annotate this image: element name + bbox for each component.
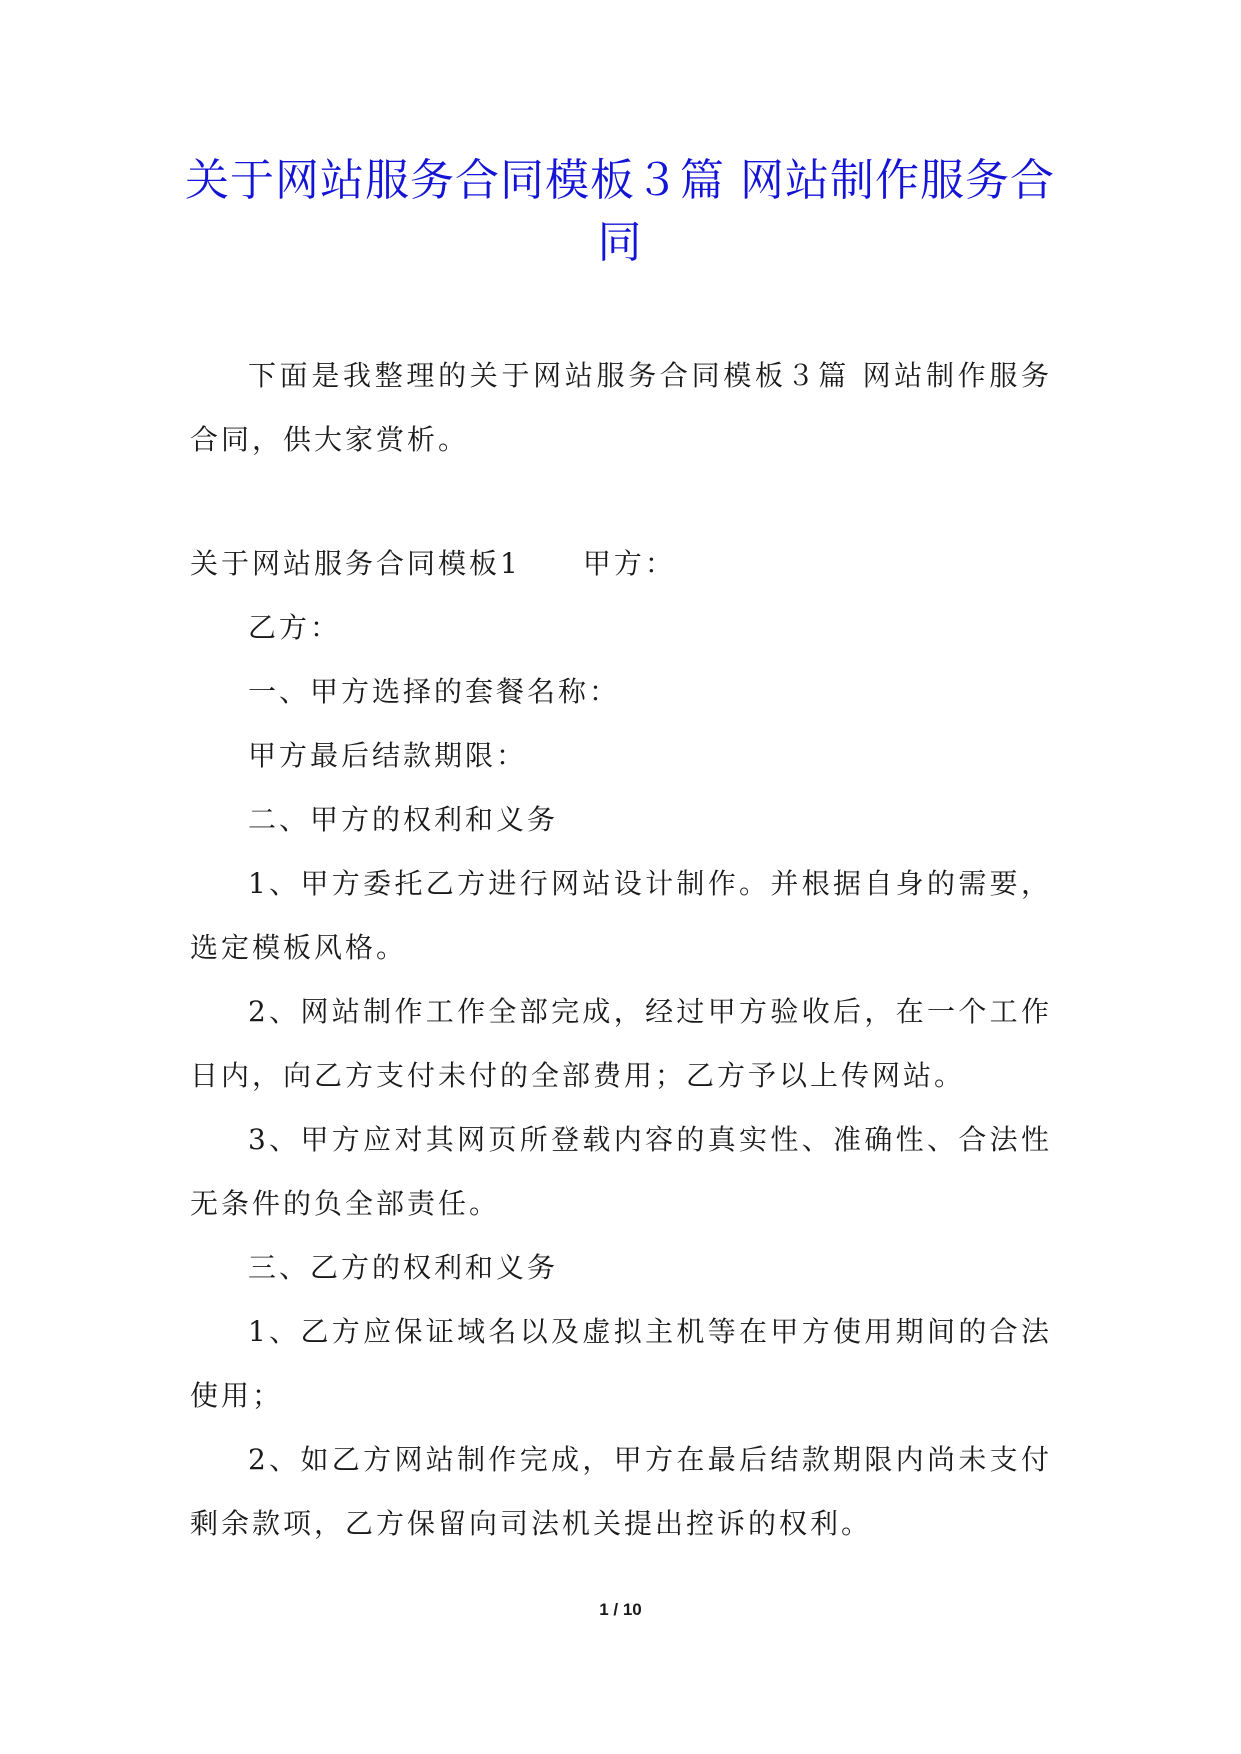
payment-deadline-line: 甲方最后结款期限： [248, 739, 528, 772]
page-number: 1 / 10 [599, 1600, 642, 1619]
clause-heading-party-b-rights: 三、乙方的权利和义务 [248, 1251, 559, 1284]
clause-a-1: 1、甲方委托乙方进行网站设计制作。并根据自身的需要，选定模板风格。 [190, 867, 1052, 964]
document-body [190, 344, 1052, 1556]
clause-a-3: 3、甲方应对其网页所登载内容的真实性、准确性、合法性无条件的负全部责任。 [190, 1123, 1052, 1220]
clause-b-1: 1、乙方应保证域名以及虚拟主机等在甲方使用期间的合法使用； [190, 1315, 1052, 1412]
document-title: 关于网站服务合同模板３篇 网站制作服务合同 [185, 155, 1055, 268]
intro-paragraph: 下面是我整理的关于网站服务合同模板３篇 网站制作服务合同，供大家赏析。 [190, 359, 1052, 456]
section-heading-line [190, 532, 1052, 596]
section-heading: 关于网站服务合同模板1 [190, 547, 521, 580]
party-a-label: 甲方： [582, 547, 676, 580]
clause-heading-party-a-rights: 二、甲方的权利和义务 [248, 803, 559, 836]
clause-heading-package: 一、甲方选择的套餐名称： [248, 675, 621, 708]
clause-a-2: 2、网站制作工作全部完成，经过甲方验收后，在一个工作日内，向乙方支付未付的全部费用；乙方予以上传网站。 [190, 995, 1052, 1092]
party-b-label: 乙方： [248, 611, 342, 644]
paragraph-gap [190, 472, 1052, 532]
clause-b-2: 2、如乙方网站制作完成，甲方在最后结款期限内尚未支付剩余款项，乙方保留向司法机关提出控诉的权利。 [190, 1443, 1052, 1540]
